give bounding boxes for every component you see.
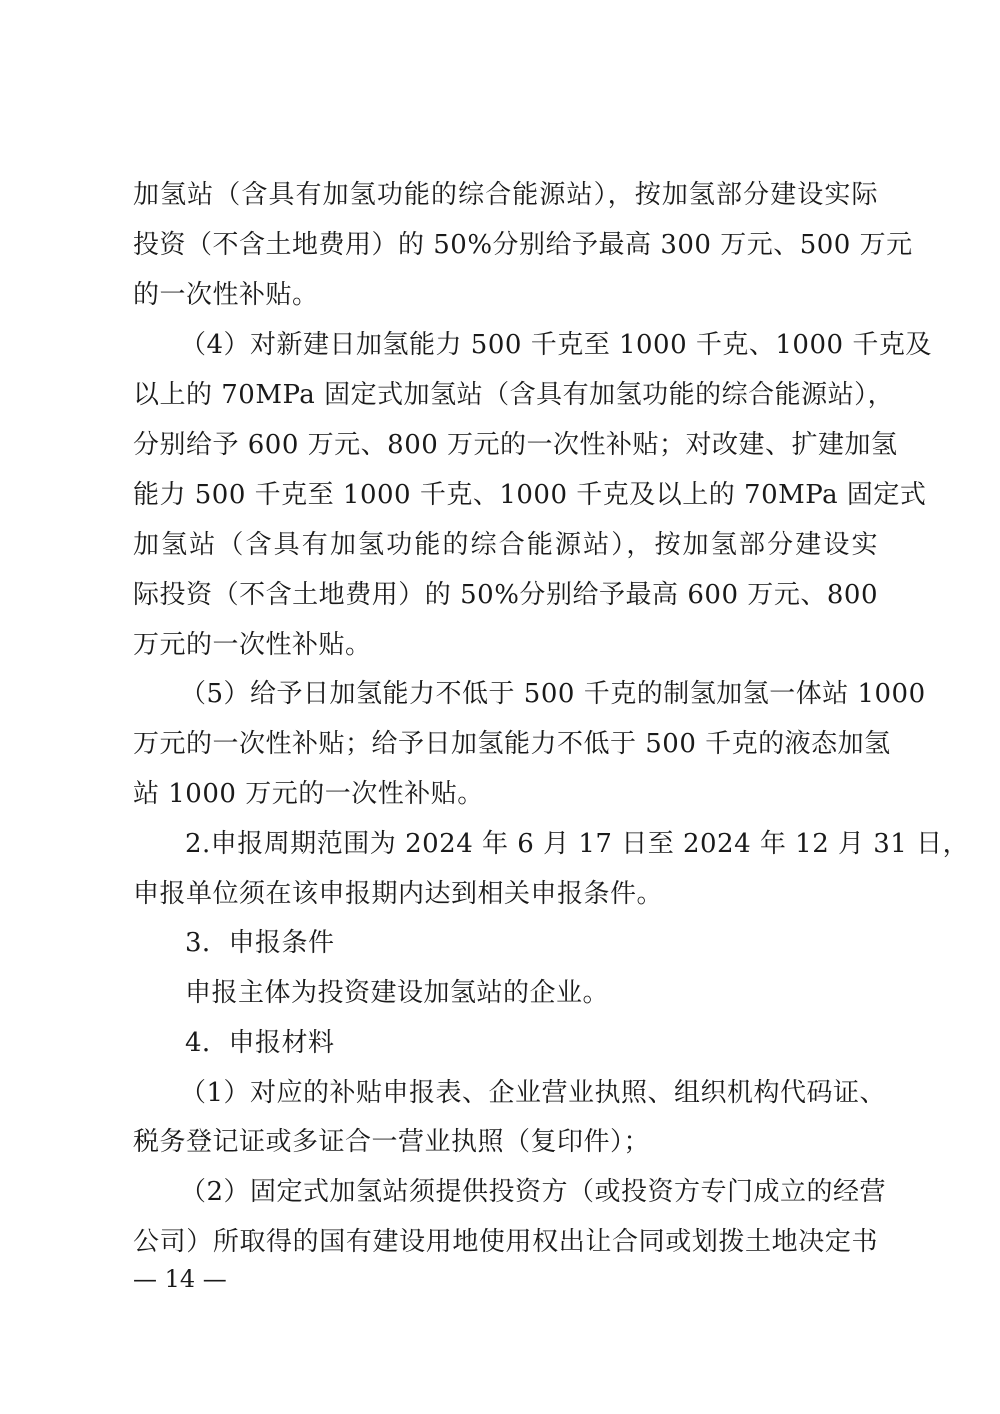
- text-line: （1）对应的补贴申报表、企业营业执照、组织机构代码证、: [180, 1078, 887, 1108]
- page-number: — 14 —: [133, 1265, 227, 1293]
- text-line: 的一次性补贴。: [133, 280, 319, 310]
- text-line: 加氢站（含具有加氢功能的综合能源站），按加氢部分建设实: [133, 530, 878, 560]
- text-line: 2.申报周期范围为 2024 年 6 月 17 日至 2024 年 12 月 31 日，: [185, 829, 970, 859]
- text-line: 投资（不含土地费用）的 50%分别给予最高 300 万元、500 万元: [133, 230, 913, 260]
- text-line: （4）对新建日加氢能力 500 千克至 1000 千克、1000 千克及: [180, 330, 932, 360]
- text-line: 际投资（不含土地费用）的 50%分别给予最高 600 万元、800: [133, 580, 878, 610]
- section-heading: 4．申报材料: [185, 1028, 335, 1058]
- text-line: 分别给予 600 万元、800 万元的一次性补贴；对改建、扩建加氢: [133, 430, 898, 460]
- text-line: 站 1000 万元的一次性补贴。: [133, 779, 484, 809]
- text-line: 万元的一次性补贴；给予日加氢能力不低于 500 千克的液态加氢: [133, 729, 891, 759]
- text-line: 加氢站（含具有加氢功能的综合能源站），按加氢部分建设实际: [133, 180, 878, 210]
- text-line: 以上的 70MPa 固定式加氢站（含具有加氢功能的综合能源站），: [133, 380, 895, 410]
- text-line: 能力 500 千克至 1000 千克、1000 千克及以上的 70MPa 固定式: [133, 480, 927, 510]
- text-line: 申报主体为投资建设加氢站的企业。: [185, 978, 610, 1008]
- text-line: 万元的一次性补贴。: [133, 630, 372, 660]
- section-heading: 3．申报条件: [185, 928, 335, 958]
- text-line: （5）给予日加氢能力不低于 500 千克的制氢加氢一体站 1000: [180, 679, 926, 709]
- text-line: 税务登记证或多证合一营业执照（复印件）；: [133, 1127, 651, 1157]
- text-line: （2）固定式加氢站须提供投资方（或投资方专门成立的经营: [180, 1177, 887, 1207]
- text-line: 申报单位须在该申报期内达到相关申报条件。: [133, 879, 664, 909]
- text-line: 公司）所取得的国有建设用地使用权出让合同或划拨土地决定书: [133, 1227, 878, 1257]
